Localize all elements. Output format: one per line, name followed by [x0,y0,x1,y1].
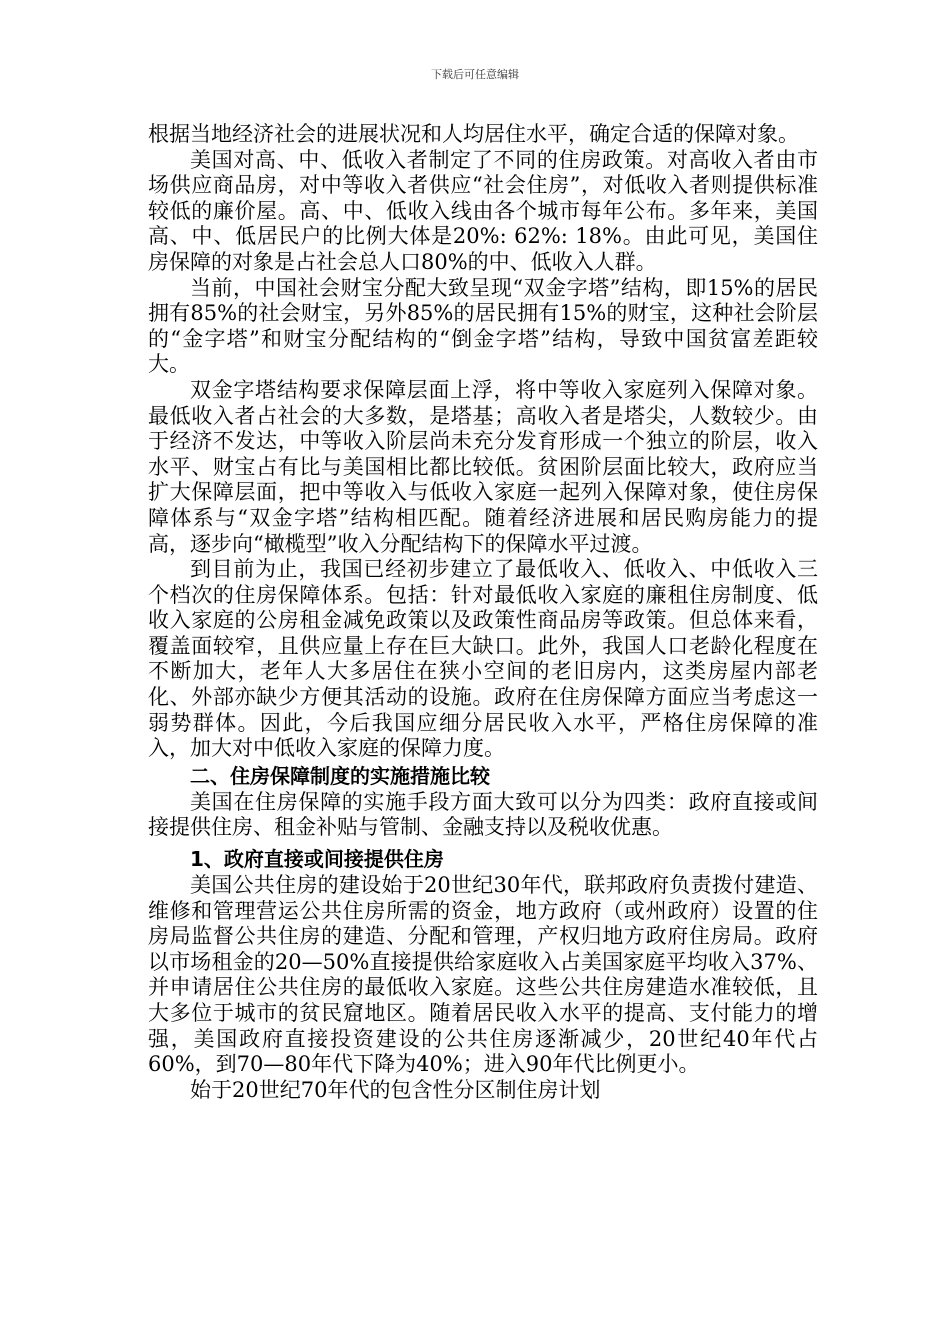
section-heading: 二、住房保障制度的实施措施比较 [190,763,490,788]
subsection-paragraph-2: 始于20世纪70年代的包含性分区制住房计划 [190,1077,601,1102]
page-header: 下载后可任意编辑 [431,68,519,81]
paragraph-2: 美国对高、中、低收入者制定了不同的住房政策。对高收入者由市场供应商品房，对中等收入者供应“社会住房”，对低收入者则提供标准较低的廉价屋。高、中、低收入线由各个城市每年公布。多年来，美国高、中、低居民户的比例大体是20%: 62%: 18%。由此可见，美国住房保障的对象是占社会总人口80%的中、低收入人群。 [148,147,818,274]
paragraph-4: 双金字塔结构要求保障层面上浮，将中等收入家庭列入保障对象。最低收入者占社会的大多数，是塔基；高收入者是塔尖，人数较少。由于经济不发达，中等收入阶层尚未充分发育形成一个独立的阶层，收入水平、财宝占有比与美国相比都比较低。贫困阶层面比较大，政府应当扩大保障层面，把中等收入与低收入家庭一起列入保障对象，使住房保障体系与“双金字塔”结构相匹配。随着经济进展和居民购房能力的提高，逐步向“橄榄型”收入分配结构下的保障水平过渡。 [148,377,818,556]
paragraph-1: 根据当地经济社会的进展状况和人均居住水平，确定合适的保障对象。 [148,122,799,146]
document-body [148,122,818,1103]
paragraph-5: 到目前为止，我国已经初步建立了最低收入、低收入、中低收入三个档次的住房保障体系。包括：针对最低收入家庭的廉租住房制度、低收入家庭的公房租金减免政策以及政策性商品房等政策。但总体来看，覆盖面较窄，且供应量上存在巨大缺口。此外，我国人口老龄化程度在不断加大，老年人大多居住在狭小空间的老旧房内，这类房屋内部老化、外部亦缺少方便其活动的设施。政府在住房保障方面应当考虑这一弱势群体。因此，今后我国应细分居民收入水平，严格住房保障的准入，加大对中低收入家庭的保障力度。 [148,557,818,761]
subsection-heading: 1、政府直接或间接提供住房 [190,847,444,872]
section-intro: 美国在住房保障的实施手段方面大致可以分为四类：政府直接或间接提供住房、租金补贴与管制、金融支持以及税收优惠。 [148,789,818,840]
subsection-paragraph-1: 美国公共住房的建设始于20世纪30年代，联邦政府负责拨付建造、维修和管理营运公共住房所需的资金，地方政府（或州政府）设置的住房局监督公共住房的建造、分配和管理，产权归地方政府住房局。政府以市场租金的20—50%直接提供给家庭收入占美国家庭平均收入37%、并申请居住公共住房的最低收入家庭。这些公共住房建造水准较低，且大多位于城市的贫民窟地区。随着居民收入水平的提高、支付能力的增强，美国政府直接投资建设的公共住房逐渐减少，20世纪40年代占60%，到70—80年代下降为40%；进入90年代比例更小。 [148,873,818,1077]
paragraph-3: 当前，中国社会财宝分配大致呈现“双金字塔”结构，即15%的居民拥有85%的社会财宝，另外85%的居民拥有15%的财宝，这种社会阶层的“金字塔”和财宝分配结构的“倒金字塔”结构，导致中国贫富差距较大。 [148,275,818,377]
